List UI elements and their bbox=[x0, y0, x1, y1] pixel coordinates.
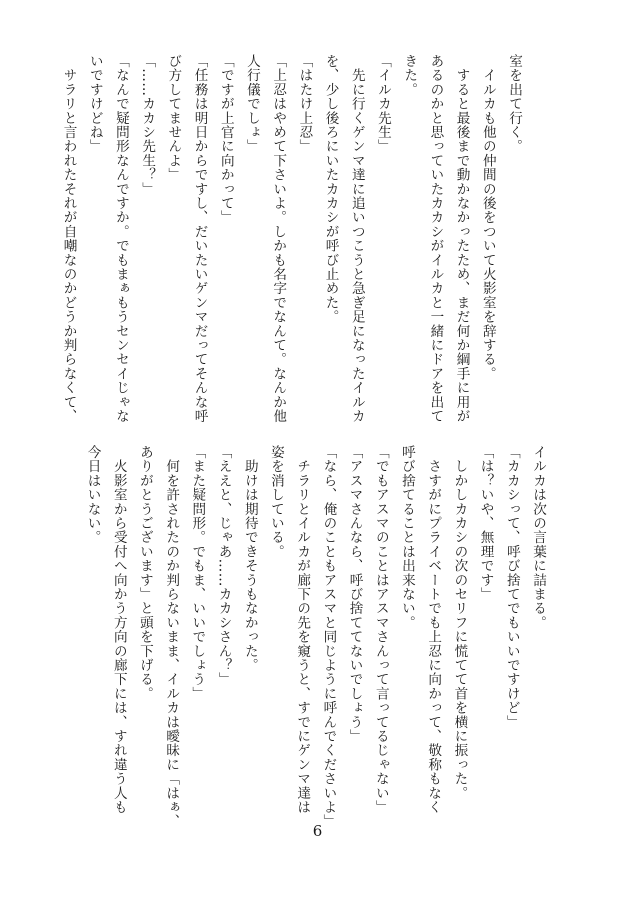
text-line: 「カカシって、呼び捨てでもいいですけど」 bbox=[503, 445, 520, 729]
text-line: 先に行くゲンマ達に追いつこうと急ぎ足になったイルカ bbox=[348, 54, 365, 424]
text-line: きた。 bbox=[401, 54, 418, 97]
text-line: 助けは期待できそうもなかった。 bbox=[241, 445, 258, 673]
lower-text-block bbox=[79, 445, 551, 829]
text-line: イルカも他の仲間の後をついて火影室を辞する。 bbox=[479, 54, 496, 381]
text-line: ありがとうございます」と頭を下げる。 bbox=[136, 445, 153, 701]
text-line: 姿を消している。 bbox=[267, 445, 284, 559]
text-line: 今日はいない。 bbox=[84, 445, 101, 545]
text-line: 火影室から受付へ向かう方向の廊下には、すれ違う人も bbox=[110, 445, 127, 815]
text-line: 室を出て行く。 bbox=[506, 54, 522, 154]
text-line: 「はたけ上忍」 bbox=[296, 54, 313, 154]
text-line: 「なんで疑問形なんですか。でもまぁもうセンセイじゃな bbox=[112, 54, 129, 424]
text-line: を、少し後ろにいたカカシが呼び止めた。 bbox=[322, 54, 339, 324]
page-number: 6 bbox=[312, 822, 323, 840]
text-line: 「……カカシ先生？」 bbox=[139, 54, 156, 196]
text-line: チラリとイルカが廊下の先を窺うと、すでにゲンマ達は bbox=[294, 445, 311, 815]
text-line: 「なら、俺のこともアスマと同じように呼んでくださいよ」 bbox=[320, 445, 337, 829]
text-line: しかしカカシの次のセリフに慌てて首を横に振った。 bbox=[451, 445, 468, 800]
text-line: 「アスマさんなら、呼び捨ててないでしょう」 bbox=[346, 445, 363, 744]
text-line: いですけどね」 bbox=[86, 54, 103, 154]
text-line: 呼び捨てることは出来ない。 bbox=[398, 445, 415, 630]
text-line: 「任務は明日からですし、だいたいゲンマだってそんな呼 bbox=[191, 54, 208, 424]
text-line: 何を許されたのか判らないまま、イルカは曖昧に「はぁ、 bbox=[163, 445, 180, 829]
text-line: び方してませんよ」 bbox=[165, 54, 182, 182]
text-line: 「ええと、じゃあ……カカシさん？」 bbox=[215, 445, 232, 687]
text-line: 人行儀でしょ」 bbox=[243, 54, 260, 154]
text-line: 「でもアスマのことはアスマさんって言ってるじゃない」 bbox=[372, 445, 389, 815]
text-line: 「上忍はやめて下さいよ。しかも名字でなんて。なんか他 bbox=[270, 54, 287, 424]
text-line: イルカは次の言葉に詰まる。 bbox=[530, 445, 546, 630]
text-line: あるのかと思っていたカカシがイルカと一緒にドアを出て bbox=[427, 54, 444, 424]
text-line: 「は？いや、無理です」 bbox=[477, 445, 494, 602]
text-line: サラリと言われたそれが自嘲なのかどうか判らなくて、 bbox=[60, 54, 77, 424]
text-line: さすがにプライベートでも上忍に向かって、敬称もなく bbox=[425, 445, 442, 815]
upper-text-block bbox=[55, 54, 527, 424]
text-line: 「ですが上官に向かって」 bbox=[217, 54, 234, 225]
text-line: 「また疑問形。でもま、いいでしょう」 bbox=[189, 445, 206, 701]
text-line: 「イルカ先生」 bbox=[374, 54, 391, 154]
text-line: すると最後まで動かなかったため、まだ何か綱手に用が bbox=[453, 54, 470, 424]
